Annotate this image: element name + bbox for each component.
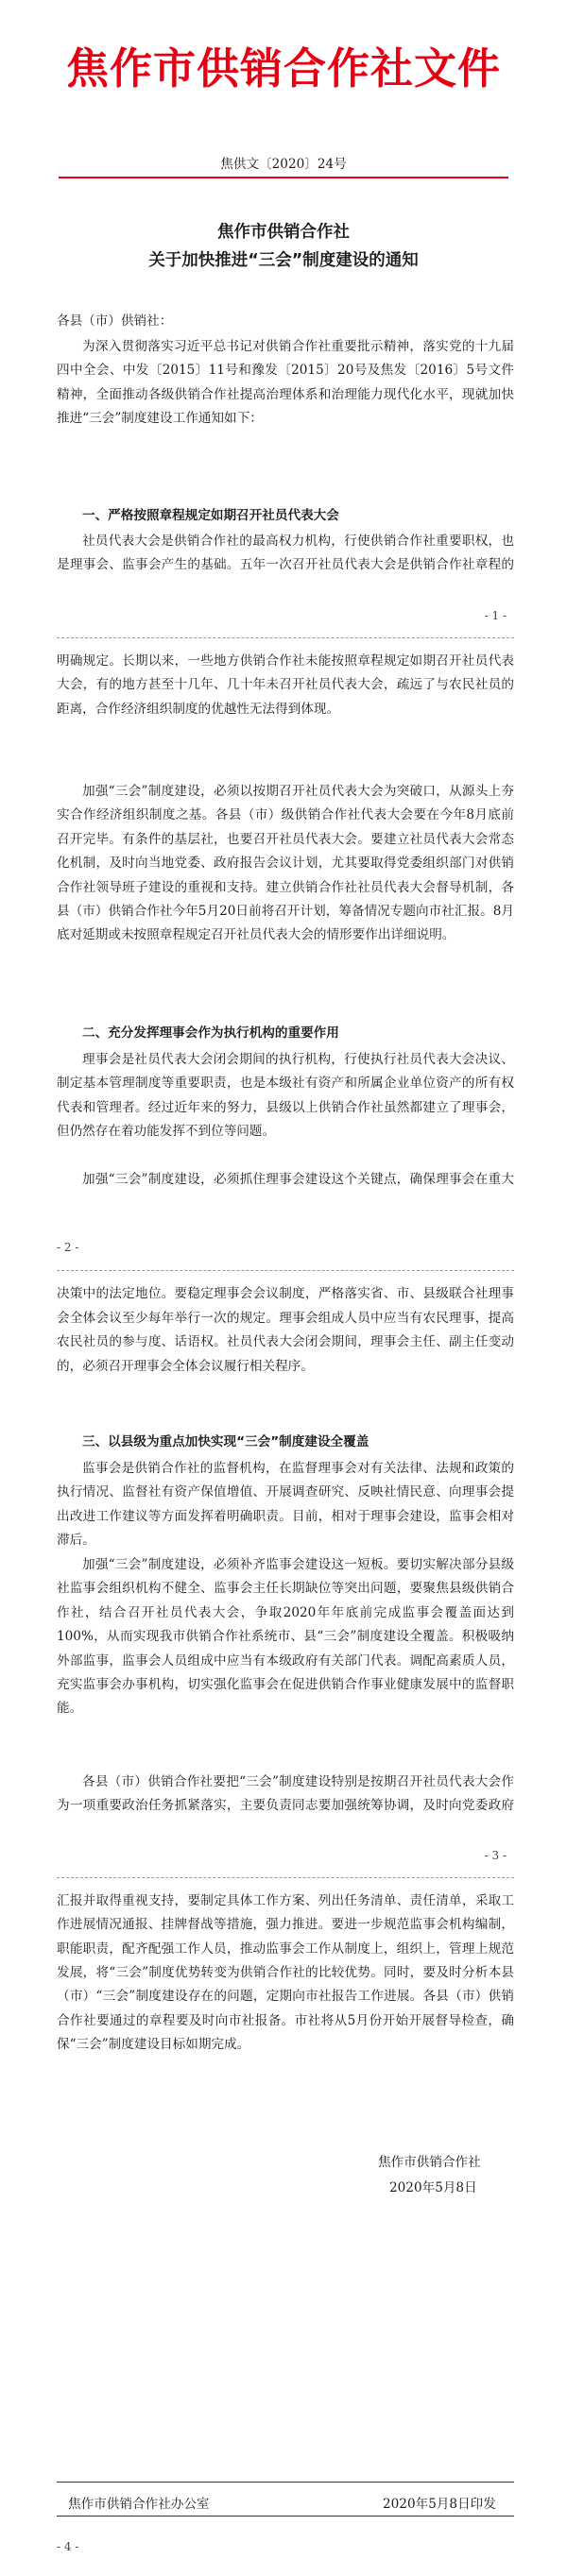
page-break-1	[57, 637, 514, 638]
page-break-2	[57, 1270, 514, 1271]
paragraph-implementation: 各县（市）供销合作社要把“三会”制度建设特别是按期召开社员代表大会作为一项重要政治任务抓紧落实，主要负责同志要加强统筹协调，及时向党委政府	[57, 1774, 514, 1814]
page4-clip	[57, 1890, 514, 2107]
paragraph-supervisory-measures: 加强“三会”制度建设，必须补齐监事会建设这一短板。要切实解决部分县级社监事会组织机构不健全、监事会主任长期缺位等突出问题，要聚焦县级供销合作社，结合召开社员代表大会，争取2020年年底前完成监事会覆盖面达到100%，从而实现我市供销合作社系统市、县“三会”制度建设全覆盖。积极吸纳外部监事，监事会人员组成中应当有本级政府有关部门代表。调配高素质人员，充实监事会办事机构，切实强化监事会在促进供销合作事业健康发展中的监督职能。	[57, 1557, 514, 1717]
footer-bottom-rule	[57, 2516, 514, 2517]
page-number-3: - 3 -	[484, 1849, 507, 1862]
salutation: 各县（市）供销社：	[57, 314, 173, 329]
red-divider-line	[59, 177, 508, 178]
notice-title-issuer: 焦作市供销合作社	[217, 223, 350, 242]
document-number: 焦供文〔2020〕24号	[220, 157, 347, 172]
paragraph-supervisory-role: 监事会是供销合作社的监督机构，在监督理事会对有关法律、法规和政策的执行情况、监督社有资产保值增值、开展调查研究、反映社情民意、向理事会提出改进工作建议等方面发挥着明确职责。目前，相对于理事会建设，监事会相对滞后。	[57, 1461, 514, 1549]
paragraph-board-measures: 加强“三会”制度建设，必须抓住理事会建设这个关键点，确保理事会在重大	[82, 1172, 514, 1187]
page-number-1: - 1 -	[484, 609, 507, 622]
page2-clip-top	[57, 650, 514, 770]
signature-date: 2020年5月8日	[389, 2180, 477, 2195]
section-heading-1: 一、严格按照章程规定如期召开社员代表大会	[82, 508, 339, 523]
paragraph-congress-measures: 加强“三会”制度建设，必须以按期召开社员代表大会为突破口，从源头上夯实合作经济组织制度之基。各县（市）级供销合作社代表大会要在今年8月底前召开完毕。有条件的基层社，也要召开社员代表大会。要建立社员代表大会常态化机制，及时向当地党委、政府报告会议计划，尤其要取得党委组织部门对供销合作社领导班子建设的重视和支持。建立供销合作社社员代表大会督导机制，各县（市）供销合作社今年5月20日前将召开计划，筹备情况专题向市社汇报。8月底对延期或未按照章程规定召开社员代表大会的情形要作出详细说明。	[57, 784, 514, 943]
document-red-header: 焦作市供销合作社文件	[65, 43, 501, 93]
paragraph-board-role: 理事会是社员代表大会闭会期间的执行机构，行使执行社员代表大会决议、制定基本管理制度等重要职责，也是本级社有资产和所属企业单位资产的所有权代表和管理者。经过近年来的努力，县级以上供销合作社虽然都建立了理事会，但仍然存在着功能发挥不到位等问题。	[57, 1052, 514, 1140]
section-heading-3: 三、以县级为重点加快实现“三会”制度建设全覆盖	[82, 1434, 369, 1449]
signature-organization: 焦作市供销合作社	[378, 2155, 481, 2170]
page3-clip-top	[57, 1283, 514, 1427]
section-heading-2: 二、充分发挥理事会作为执行机构的重要作用	[82, 1025, 339, 1041]
footer-issuer: 焦作市供销合作社办公室	[68, 2497, 210, 2512]
page2-clip-bottom	[57, 1168, 514, 1193]
page-number-2: - 2 -	[57, 1241, 79, 1254]
footer-top-rule	[57, 2482, 514, 2483]
page-number-4: - 4 -	[57, 2540, 79, 2553]
notice-title-subject: 关于加快推进“三会”制度建设的通知	[148, 251, 419, 270]
page3-clip-bottom	[57, 1771, 514, 1819]
intro-paragraph: 为深入贯彻落实习近平总书记对供销合作社重要批示精神，落实党的十九届四中全会、中发〔2015〕11号和豫发〔2015〕20号及焦发〔2016〕5号文件精神，全面推动各级供销合作社提高治理体系和治理能力现代化水平，现就加快推进“三会”制度建设工作通知如下：	[57, 339, 514, 427]
page-break-3	[57, 1877, 514, 1878]
page1-clip	[57, 530, 514, 578]
paragraph-implementation-cont: 汇报并取得重视支持，要制定具体工作方案、列出任务清单、责任清单，采取工作进展情况通报、挂牌督战等措施，强力推进。要进一步规范监事会机构编制，职能职责，配齐配强工作人员，推动监事会工作从制度上，组织上，管理上规范发展，将“三会”制度优势转变为供销合作社的比较优势。同时，要及时分析本县（市）“三会”制度建设存在的问题，定期向市社报告工作进展。各县（市）供销合作社要通过的章程要及时向市社报备。市社将从5月份开始开展督导检查，确保“三会”制度建设目标如期完成。	[57, 1892, 514, 2053]
footer-issue-date: 2020年5月8日印发	[383, 2497, 496, 2512]
paragraph-congress-role: 社员代表大会是供销合作社的最高权力机构，行使供销合作社重要职权，也是理事会、监事会产生的基础。五年一次召开社员代表大会是供销合作社章程的	[57, 534, 514, 573]
paragraph-congress-role-cont: 明确规定。长期以来，一些地方供销合作社未能按照章程规定如期召开社员代表大会，有的地方甚至十几年、几十年未召开社员代表大会，疏远了与农民社员的距离，合作经济组织制度的优越性无法得到体现。	[57, 652, 514, 717]
paragraph-board-measures-cont: 决策中的法定地位。要稳定理事会会议制度，严格落实省、市、县级联合社理事会全体会议至少每年举行一次的规定。理事会组成人员中应当有农民理事，提高农民社员的参与度、话语权。社员代表大会闭会期间，理事会主任、副主任变动的，必须召开理事会全体会议履行相关程序。	[57, 1286, 514, 1374]
